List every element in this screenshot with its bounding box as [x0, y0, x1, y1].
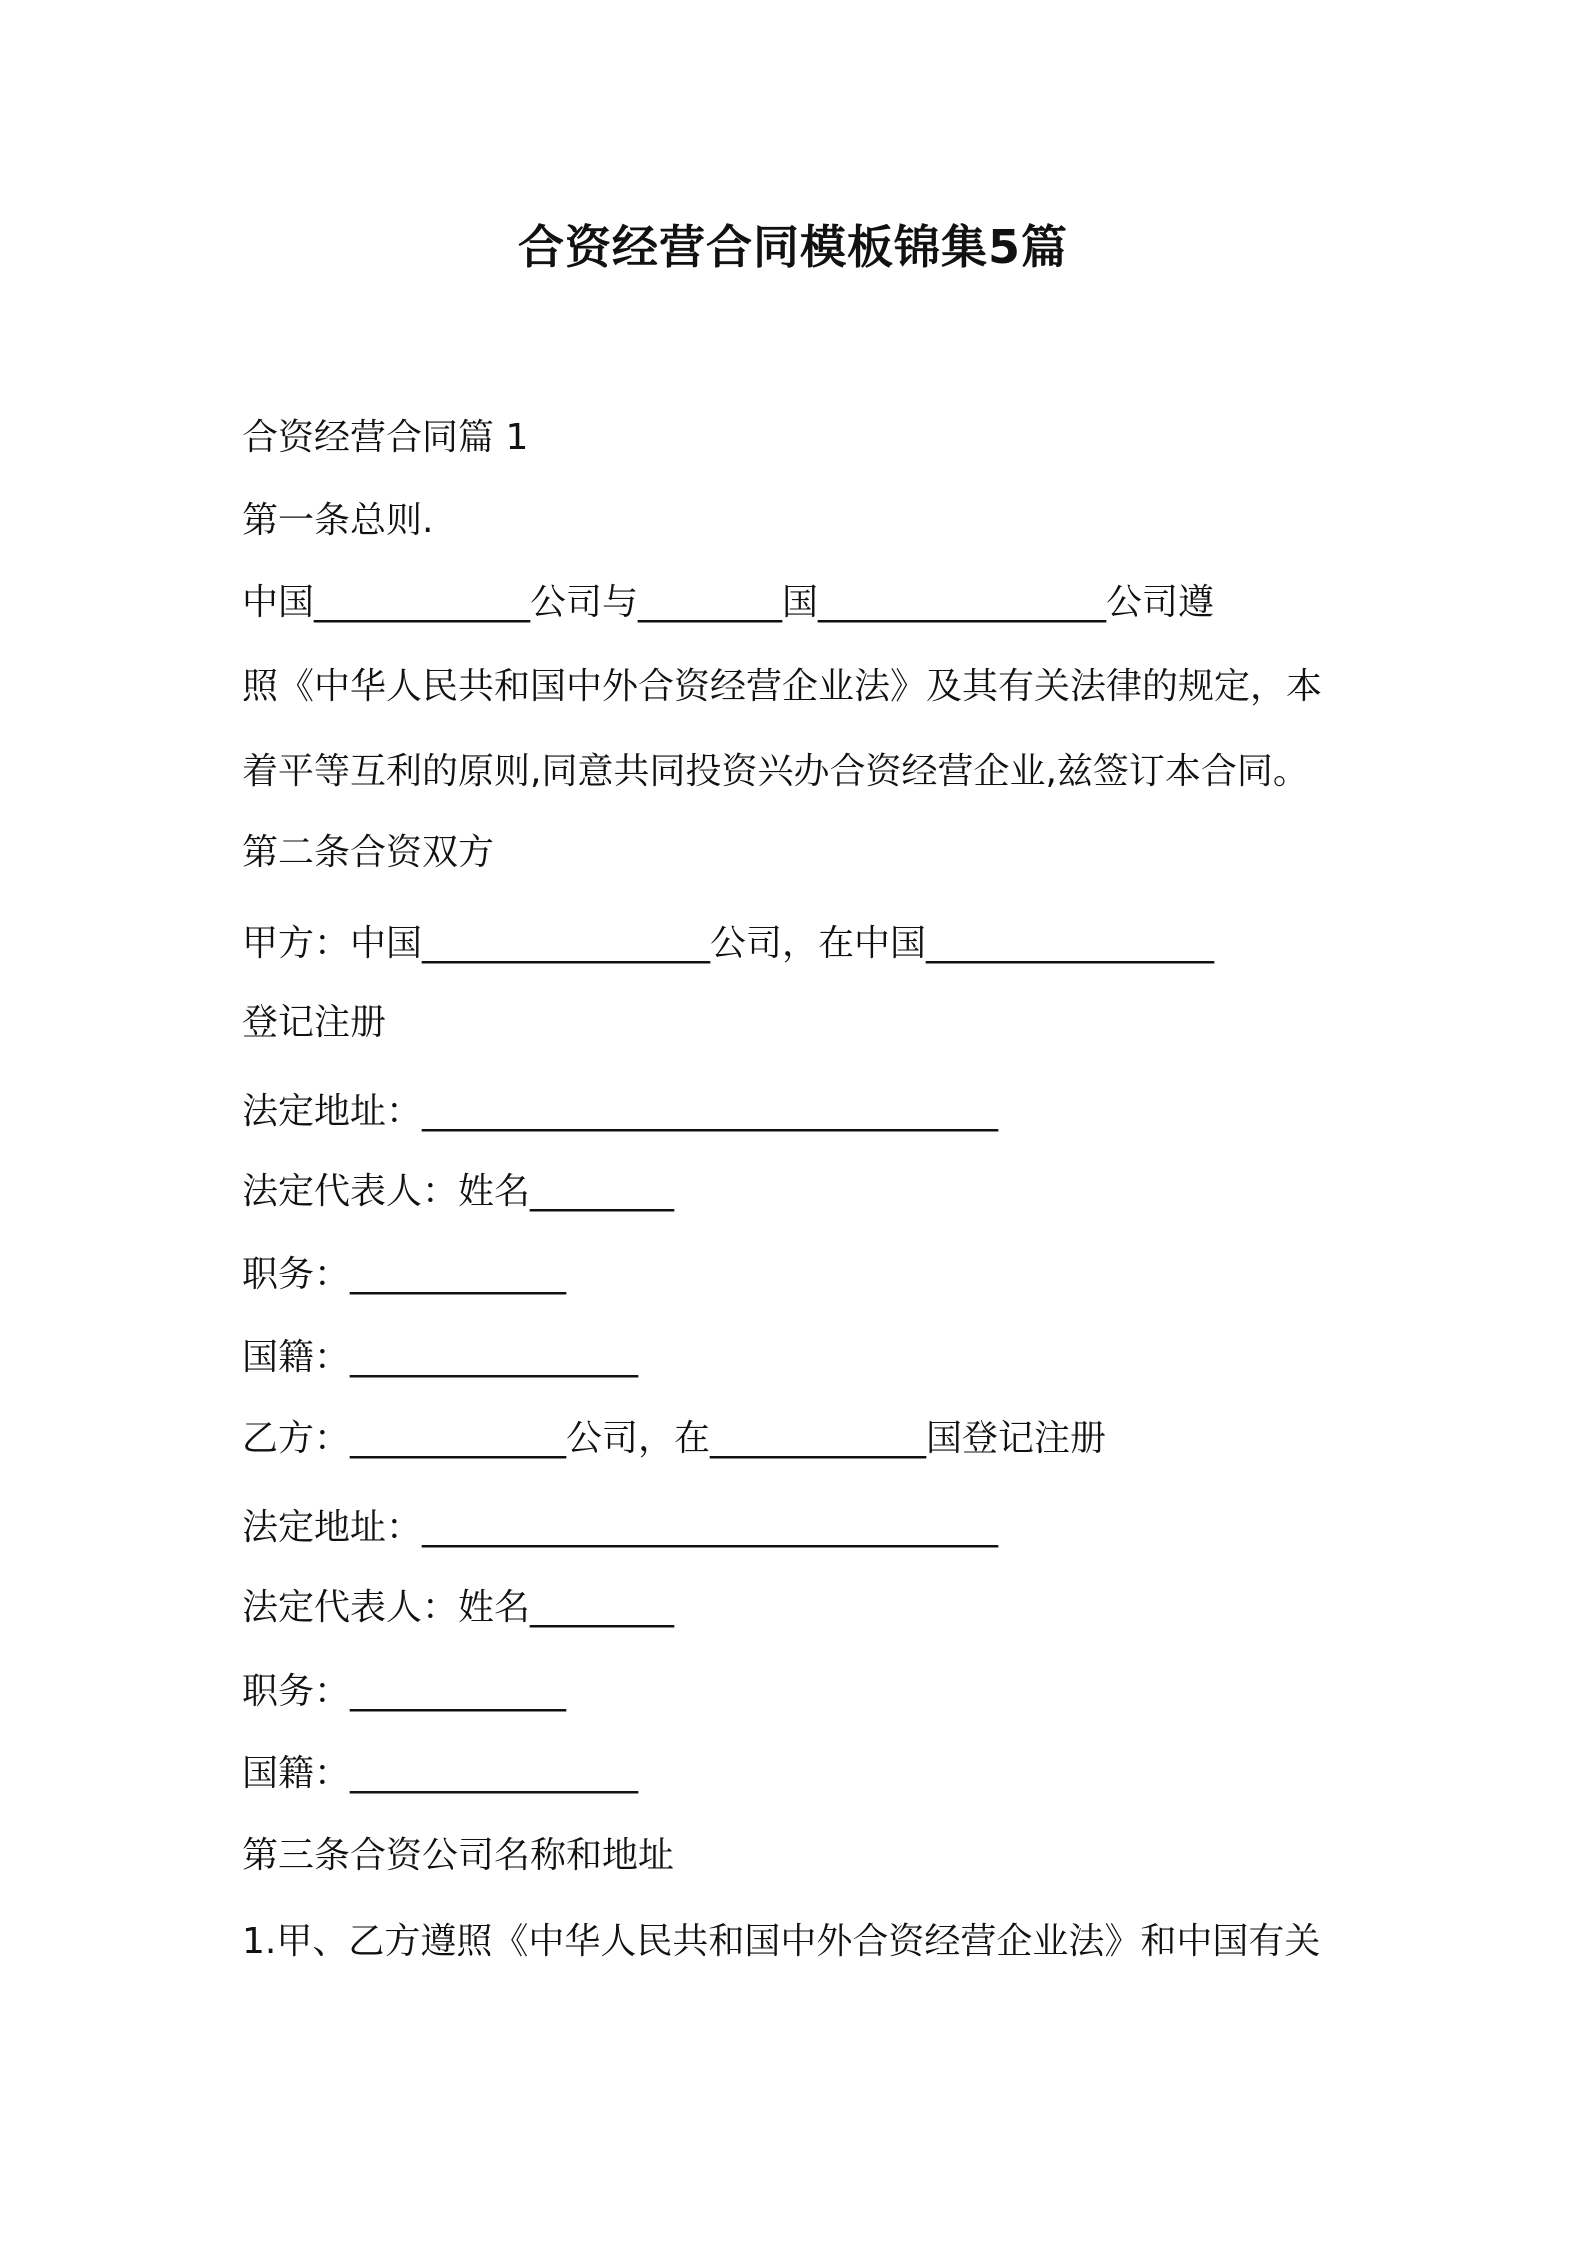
- form-field-line: 国籍：________________: [242, 1337, 639, 1378]
- form-field-line: 法定地址：________________________________: [242, 1507, 999, 1548]
- form-field-line: 法定代表人：姓名________: [242, 1587, 675, 1628]
- form-field-line: 法定代表人：姓名________: [242, 1171, 675, 1212]
- article-heading: 第三条合资公司名称和地址: [242, 1835, 675, 1876]
- form-field-line: 法定地址：________________________________: [242, 1091, 999, 1132]
- body-text-line: 照《中华人民共和国中外合资经营企业法》及其有关法律的规定，本: [242, 666, 1323, 707]
- article-heading: 第二条合资双方: [242, 832, 495, 873]
- body-text-line: 着平等互利的原则,同意共同投资兴办合资经营企业,兹签订本合同。: [242, 751, 1309, 792]
- form-field-line: 职务：____________: [242, 1254, 567, 1295]
- form-field-line: 乙方：____________公司，在____________国登记注册: [242, 1418, 1107, 1459]
- body-text-line: 中国____________公司与________国________________公司遵: [242, 582, 1215, 623]
- document-title: 合资经营合同模板锦集5篇: [517, 220, 1068, 274]
- body-text-line: 登记注册: [242, 1002, 387, 1043]
- body-text-line: 1.甲、乙方遵照《中华人民共和国中外合资经营企业法》和中国有关: [242, 1921, 1321, 1962]
- form-field-line: 国籍：________________: [242, 1753, 639, 1794]
- form-field-line: 甲方：中国________________公司，在中国________________: [242, 923, 1215, 964]
- article-heading: 第一条总则.: [242, 500, 434, 541]
- form-field-line: 职务：____________: [242, 1671, 567, 1712]
- section-heading: 合资经营合同篇 1: [242, 417, 529, 458]
